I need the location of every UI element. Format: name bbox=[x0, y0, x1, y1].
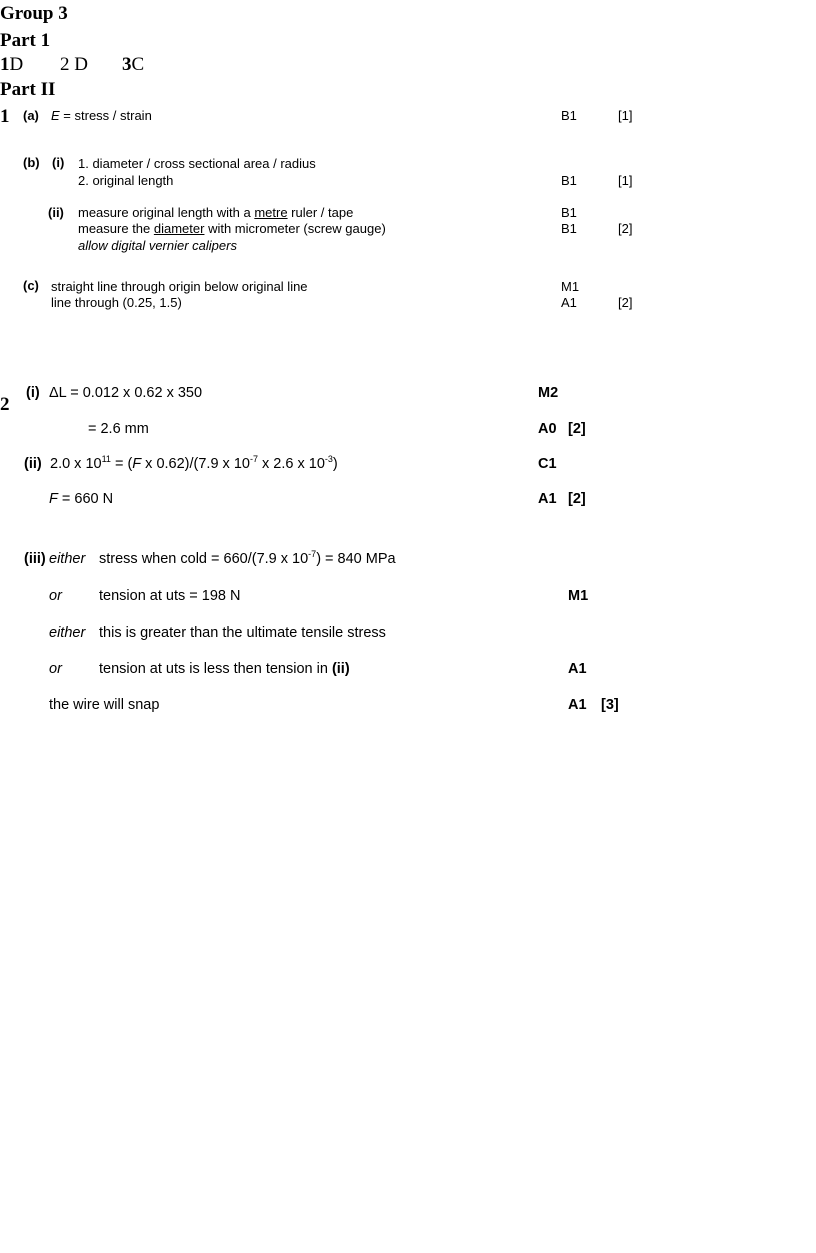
q1bii-line1 bbox=[78, 205, 353, 220]
q1c-mark1: M1 bbox=[561, 279, 580, 294]
q1bi-line1: 1. diameter / cross sectional area / radius bbox=[78, 156, 316, 171]
q1bii-line2-end: with micrometer (screw gauge) bbox=[204, 221, 386, 236]
q2ii-mark1: C1 bbox=[538, 456, 557, 472]
q2iii-r2-text: tension at uts = 198 N bbox=[99, 588, 241, 604]
mcq-letter: C bbox=[131, 54, 145, 75]
q2iii-r5-mark: A1 bbox=[568, 697, 587, 713]
mcq-answer-2 bbox=[60, 53, 88, 77]
q2iii-r4-text bbox=[99, 660, 350, 678]
q2i-mark2: A0 bbox=[538, 421, 557, 437]
question-2-number: 2 bbox=[0, 394, 10, 415]
q2iii-r1-text bbox=[99, 550, 396, 568]
q2iii-r1-exp: -7 bbox=[308, 549, 317, 559]
q1bii-mark1: B1 bbox=[561, 205, 577, 220]
group-heading: Group 3 bbox=[0, 3, 68, 24]
mcq-number: 1 bbox=[0, 54, 10, 75]
q2iii-r3-text: this is greater than the ultimate tensile stress bbox=[99, 625, 386, 641]
q2ii-line1 bbox=[50, 455, 338, 473]
q1bi-mark: B1 bbox=[561, 173, 577, 188]
q2ii-close: ) bbox=[332, 456, 338, 472]
q1bii-line3: allow digital vernier calipers bbox=[78, 238, 237, 253]
part2-heading: Part II bbox=[0, 79, 56, 100]
q2iii-r4-main: tension at uts is less then tension in bbox=[99, 661, 332, 677]
q1bii-mark2: B1 bbox=[561, 221, 577, 236]
part1-heading: Part 1 bbox=[0, 30, 51, 51]
q2ii-label: (ii) bbox=[24, 456, 42, 472]
mcq-letter: D bbox=[9, 54, 24, 75]
q2ii-exp-1: 11 bbox=[101, 454, 111, 464]
q2ii-force-symbol-2: F bbox=[49, 491, 58, 507]
q2ii-line2 bbox=[49, 490, 113, 508]
mcq-answer-1 bbox=[0, 53, 23, 77]
q1bii-total: [2] bbox=[618, 221, 633, 236]
q2i-line1: ΔL = 0.012 x 0.62 x 350 bbox=[49, 385, 203, 401]
mcq-number: 2 bbox=[60, 54, 70, 75]
mcq-number: 3 bbox=[122, 54, 132, 75]
q1a-mark: B1 bbox=[561, 108, 577, 123]
q2ii-force-value: = 660 N bbox=[57, 491, 114, 507]
q2i-line2: = 2.6 mm bbox=[88, 421, 149, 437]
q2iii-r3-keyword: either bbox=[49, 625, 86, 641]
q2iii-r2-keyword: or bbox=[49, 588, 62, 604]
q2ii-coef: 2.0 x 10 bbox=[50, 456, 102, 472]
q1bi-line2: 2. original length bbox=[78, 173, 174, 188]
q1bii-label: (ii) bbox=[48, 205, 64, 220]
q1a-total: [1] bbox=[618, 108, 633, 123]
q2ii-exp-3: -3 bbox=[324, 454, 333, 464]
q2ii-exp-2: -7 bbox=[249, 454, 258, 464]
q2ii-total: [2] bbox=[568, 491, 586, 507]
q1bii-line2-underlined: diameter bbox=[153, 221, 205, 236]
q1a-definition: = stress / strain bbox=[63, 108, 152, 123]
q2iii-r5-text: the wire will snap bbox=[49, 697, 160, 713]
q2i-total: [2] bbox=[568, 421, 586, 437]
q2iii-r1-end: ) = 840 MPa bbox=[316, 551, 396, 567]
q1c-total: [2] bbox=[618, 295, 633, 310]
q1a-label: (a) bbox=[23, 108, 39, 123]
q1bii-line1-start: measure original length with a bbox=[78, 205, 255, 220]
q1a-text bbox=[51, 108, 152, 123]
q1bi-total: [1] bbox=[618, 173, 633, 188]
q2ii-mid2: x 2.6 x 10 bbox=[257, 456, 325, 472]
q1c-mark2: A1 bbox=[561, 295, 577, 310]
q2ii-eq: = ( bbox=[110, 456, 133, 472]
q2iii-r4-mark: A1 bbox=[568, 661, 587, 677]
q2iii-r1-keyword: either bbox=[49, 551, 86, 567]
mcq-letter: D bbox=[74, 54, 88, 75]
q1c-line2: line through (0.25, 1.5) bbox=[51, 295, 182, 310]
q1c-line1: straight line through origin below original line bbox=[51, 279, 308, 294]
q1bii-line2-start: measure the bbox=[78, 221, 154, 236]
youngs-modulus-symbol: E bbox=[51, 108, 60, 123]
q1bii-line1-underlined: metre bbox=[254, 205, 288, 220]
q2iii-r5-total: [3] bbox=[601, 697, 619, 713]
q1c-label: (c) bbox=[23, 278, 39, 293]
q1bii-line2 bbox=[78, 221, 386, 236]
q2iii-r4-keyword: or bbox=[49, 661, 62, 677]
q2ii-mid: x 0.62)/(7.9 x 10 bbox=[141, 456, 250, 472]
q2ii-force-symbol: F bbox=[132, 456, 142, 472]
q1b-label: (b) bbox=[23, 155, 40, 170]
q2iii-r4-ref: (ii) bbox=[331, 661, 350, 677]
q1bii-line1-end: ruler / tape bbox=[287, 205, 354, 220]
q2ii-mark2: A1 bbox=[538, 491, 557, 507]
mcq-answer-3 bbox=[122, 53, 144, 77]
q2iii-label: (iii) bbox=[24, 551, 46, 567]
question-1-number: 1 bbox=[0, 106, 10, 127]
q2iii-r2-mark: M1 bbox=[568, 588, 589, 604]
q2i-label: (i) bbox=[26, 385, 40, 401]
q1bi-label: (i) bbox=[52, 155, 65, 170]
q2iii-r1-start: stress when cold = 660/(7.9 x 10 bbox=[99, 551, 309, 567]
q2i-mark1: M2 bbox=[538, 385, 559, 401]
